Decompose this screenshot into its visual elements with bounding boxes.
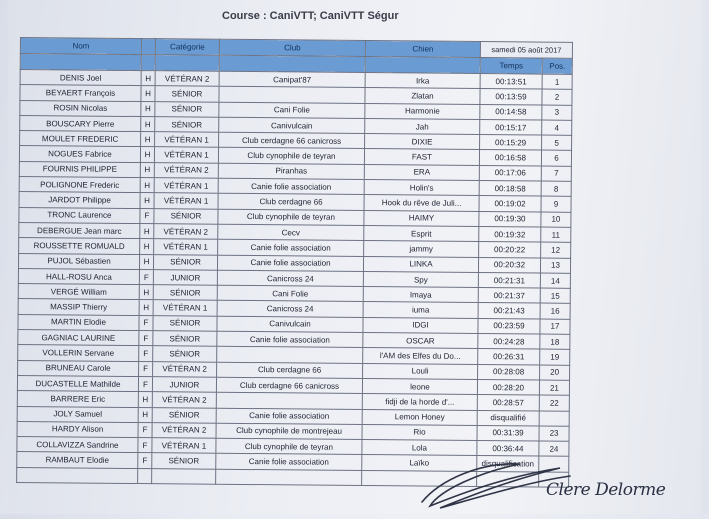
cell-pos: 12 [541, 242, 571, 258]
cell-temps: 00:28:57 [477, 395, 539, 411]
cell-categorie: JUNIOR [153, 270, 217, 286]
cell-pos [539, 411, 569, 427]
cell-sexe: F [138, 376, 152, 391]
cell-temps: 00:19:02 [479, 196, 541, 212]
results-table [16, 37, 573, 488]
cell-categorie: SÉNIOR [153, 254, 217, 270]
cell-sexe: F [140, 208, 154, 223]
cell-categorie: VÉTÉRAN 1 [154, 178, 218, 194]
cell-categorie: VÉTÉRAN 1 [154, 147, 218, 163]
cell-club: Club cerdagne 66 canicross [216, 377, 362, 394]
cell-categorie: VÉTÉRAN 1 [154, 193, 218, 209]
cell-pos: 10 [541, 212, 571, 228]
cell-temps: 00:16:58 [479, 150, 541, 166]
cell-nom: HARDY Alison [17, 421, 138, 437]
header-temps: Temps [480, 58, 542, 75]
cell-pos: 24 [539, 441, 569, 457]
cell-nom: BEYAERT François [20, 85, 141, 101]
cell-temps: 00:19:30 [479, 211, 541, 227]
cell-club: Canie folie association [217, 331, 363, 348]
cell-chien: Lemon Honey [362, 409, 477, 425]
cell-nom: ROSIN Nicolas [20, 100, 141, 116]
cell-categorie: SÉNIOR [153, 346, 217, 362]
cell-chien: Hook du rêve de Juli... [364, 195, 479, 211]
cell-nom: DEBERGUE Jean marc [19, 222, 140, 238]
cell-categorie: VÉTÉRAN 2 [154, 162, 218, 178]
cell-categorie: VÉTÉRAN 2 [152, 422, 216, 438]
cell-chien: fidji de la horde d'... [362, 394, 477, 410]
cell-pos: 21 [539, 380, 569, 396]
cell-nom: VERGÉ William [18, 284, 139, 300]
cell-club: Club cynophile de teyran [218, 148, 364, 165]
cell-club: Canie folie association [216, 408, 362, 425]
cell-temps: 00:21:31 [478, 272, 540, 288]
cell-temps: 00:28:20 [477, 379, 539, 395]
cell-sexe: H [140, 147, 154, 162]
cell-nom: MARTIN Elodie [18, 314, 139, 330]
cell-chien: DIXIE [365, 134, 480, 150]
cell-categorie: SÉNIOR [152, 453, 216, 469]
cell-sexe: H [139, 285, 153, 300]
cell-chien: Esprit [364, 225, 479, 241]
header-pos: Pos. [542, 58, 572, 74]
cell-nom: GAGNIAC LAURINE [18, 330, 139, 346]
results-sheet [16, 37, 572, 488]
cell-temps: 00:19:32 [479, 226, 541, 242]
cell-chien: Lola [362, 440, 477, 456]
cell-pos: 20 [540, 365, 570, 381]
cell-chien: IDGI [363, 317, 478, 333]
cell-temps: 00:23:59 [478, 318, 540, 334]
cell-sexe: F [139, 331, 153, 346]
cell-club: Canipat'87 [219, 71, 365, 88]
cell-sexe: H [141, 101, 155, 116]
cell-nom: BARRERE Eric [17, 391, 138, 407]
cell-pos: 11 [541, 227, 571, 243]
cell-pos: 15 [540, 288, 570, 304]
cell-chien: Jah [365, 118, 480, 134]
cell-pos: 2 [542, 89, 572, 105]
cell-sexe: H [141, 86, 155, 101]
cell-club: Canivulcain [219, 117, 365, 134]
course-title: Course : CaniVTT; CaniVTT Ségur [222, 10, 399, 22]
cell-nom: DENIS Joel [20, 70, 141, 86]
cell-pos: 9 [541, 196, 571, 212]
cell-sexe: H [141, 71, 155, 86]
cell-temps: 00:17:06 [479, 165, 541, 181]
cell-categorie: SÉNIOR [153, 315, 217, 331]
cell-chien: Rio [362, 424, 477, 440]
cell-pos: 13 [540, 258, 570, 274]
cell-categorie: SÉNIOR [153, 331, 217, 347]
cell-sexe: F [139, 346, 153, 361]
cell-nom: TRONC Laurence [19, 207, 140, 223]
cell-pos: 3 [542, 105, 572, 121]
cell-nom: MOULET FREDERIC [20, 131, 141, 147]
cell-nom: JOLY Samuel [17, 406, 138, 422]
cell-temps: 00:36:44 [477, 441, 539, 457]
cell-chien: iuma [363, 302, 478, 318]
cell-chien: Spy [363, 271, 478, 287]
cell-categorie: VÉTÉRAN 1 [154, 239, 218, 255]
cell-club: Club cerdagne 66 [218, 194, 364, 211]
cell-categorie: SÉNIOR [155, 117, 219, 133]
cell-pos: 23 [539, 426, 569, 442]
signature-text: Clere Delorme [546, 480, 666, 500]
cell-club: Canie folie association [216, 454, 362, 471]
cell-club: Canicross 24 [217, 270, 363, 287]
cell-temps: 00:13:59 [480, 89, 542, 105]
cell-categorie: VÉTÉRAN 2 [152, 392, 216, 408]
cell-categorie: VÉTÉRAN 2 [155, 71, 219, 87]
cell-club [219, 87, 365, 104]
cell-temps: 00:20:22 [479, 242, 541, 258]
cell-pos: 8 [541, 181, 571, 197]
cell-temps: 00:13:51 [480, 74, 542, 90]
cell-categorie: VÉTÉRAN 1 [153, 300, 217, 316]
cell-sexe: H [138, 407, 152, 422]
cell-chien: OSCAR [363, 333, 478, 349]
cell-nom: DUCASTELLE Mathilde [17, 375, 138, 391]
cell-chien: Louli [363, 363, 478, 379]
cell-pos: 1 [542, 74, 572, 90]
cell-club: Cecv [218, 224, 364, 241]
cell-sexe: F [138, 453, 152, 468]
cell-categorie: SÉNIOR [152, 407, 216, 423]
cell-pos: 4 [542, 120, 572, 136]
cell-sexe: H [138, 392, 152, 407]
cell-temps: 00:20:32 [478, 257, 540, 273]
cell-temps: 00:28:08 [478, 364, 540, 380]
cell-pos: 17 [540, 319, 570, 335]
cell-nom: MASSIP Thierry [18, 299, 139, 315]
cell-pos: 7 [541, 166, 571, 182]
cell-temps: 00:15:17 [480, 119, 542, 135]
cell-pos: 16 [540, 304, 570, 320]
cell-nom: POLIGNONE Frederic [19, 177, 140, 193]
cell-temps: 00:15:29 [480, 135, 542, 151]
cell-pos: 5 [542, 135, 572, 151]
cell-chien: Holin's [364, 180, 479, 196]
cell-sexe: H [141, 116, 155, 131]
header-categorie: Catégorie [155, 39, 219, 56]
cell-club: Club cynophile de teyran [218, 209, 364, 226]
cell-pos: 19 [540, 349, 570, 365]
cell-sexe: H [140, 193, 154, 208]
cell-nom: ROUSSETTE ROMUALD [19, 238, 140, 254]
cell-chien: leone [362, 378, 477, 394]
cell-temps: 00:21:37 [478, 288, 540, 304]
cell-club: Canicross 24 [217, 301, 363, 318]
cell-nom: COLLAVIZZA Sandrine [17, 437, 138, 453]
cell-categorie: SÉNIOR [154, 208, 218, 224]
cell-sexe: H [140, 224, 154, 239]
cell-temps: 00:14:58 [480, 104, 542, 120]
cell-chien: jammy [364, 241, 479, 257]
cell-categorie: VÉTÉRAN 2 [154, 224, 218, 240]
cell-club: Cani Folie [217, 285, 363, 302]
cell-club: Canie folie association [218, 239, 364, 256]
cell-temps: 00:31:39 [477, 425, 539, 441]
cell-chien: Laïko [362, 455, 477, 471]
cell-sexe: H [139, 254, 153, 269]
cell-temps: disqualification [477, 456, 539, 472]
cell-temps: disqualifié [477, 410, 539, 426]
cell-club: Club cynophile de teyran [216, 438, 362, 455]
cell-categorie: JUNIOR [152, 377, 216, 393]
cell-nom: BOUSCARY Pierre [20, 115, 141, 131]
cell-temps: 00:24:28 [478, 334, 540, 350]
cell-nom: BRUNEAU Carole [18, 360, 139, 376]
cell-club: Piranhas [218, 163, 364, 180]
signature [400, 450, 700, 514]
cell-nom: RAMBAUT Elodie [17, 452, 138, 468]
cell-club: Canie folie association [218, 178, 364, 195]
cell-nom: VOLLERIN Servane [18, 345, 139, 361]
cell-pos: 22 [539, 395, 569, 411]
header-nom: Nom [20, 38, 141, 55]
cell-club: Club cerdagne 66 canicross [219, 132, 365, 149]
cell-chien: HAIMY [364, 210, 479, 226]
cell-chien: Harmonie [365, 103, 480, 119]
cell-club: Club cynophile de montrejeau [216, 423, 362, 440]
cell-nom: NOGUES Fabrice [19, 146, 140, 162]
cell-nom: FOURNIS PHILIPPE [19, 161, 140, 177]
cell-chien: LINKA [363, 256, 478, 272]
cell-pos: 6 [541, 151, 571, 167]
cell-club [217, 347, 363, 364]
header-date: samedi 05 août 2017 [480, 42, 572, 59]
cell-temps: 00:21:43 [478, 303, 540, 319]
cell-club [216, 392, 362, 409]
cell-chien: Imaya [363, 287, 478, 303]
header-club: Club [219, 39, 365, 56]
cell-pos: 18 [540, 334, 570, 350]
cell-sexe: F [139, 361, 153, 376]
cell-nom: JARDOT Philippe [19, 192, 140, 208]
cell-sexe: F [139, 315, 153, 330]
cell-sexe: H [141, 132, 155, 147]
cell-club: Club cerdagne 66 [217, 362, 363, 379]
cell-club: Canie folie association [217, 255, 363, 272]
cell-club: Canivulcain [217, 316, 363, 333]
cell-chien: l'AM des Elfes du Do... [363, 348, 478, 364]
cell-sexe: H [140, 162, 154, 177]
cell-categorie: VÉTÉRAN 1 [155, 132, 219, 148]
cell-nom: HALL-ROSU Anca [18, 268, 139, 284]
cell-chien: FAST [364, 149, 479, 165]
cell-sexe: H [139, 300, 153, 315]
header-chien: Chien [365, 41, 480, 58]
cell-chien: ERA [364, 164, 479, 180]
cell-categorie: VÉTÉRAN 2 [153, 361, 217, 377]
cell-sexe: F [138, 422, 152, 437]
cell-sexe: H [140, 178, 154, 193]
cell-chien: Irka [365, 73, 480, 89]
cell-pos: 14 [540, 273, 570, 289]
cell-temps: 00:18:58 [479, 181, 541, 197]
cell-categorie: VÉTÉRAN 1 [152, 438, 216, 454]
cell-categorie: SÉNIOR [155, 101, 219, 117]
cell-categorie: SÉNIOR [155, 86, 219, 102]
cell-chien: Zlatan [365, 88, 480, 104]
cell-categorie: SÉNIOR [153, 285, 217, 301]
cell-sexe: F [139, 269, 153, 284]
cell-temps: 00:26:31 [478, 349, 540, 365]
cell-club: Cani Folie [219, 102, 365, 119]
cell-sexe: H [140, 239, 154, 254]
cell-sexe: F [138, 438, 152, 453]
header-sexe [141, 39, 155, 55]
cell-nom: PUJOL Sébastien [18, 253, 139, 269]
